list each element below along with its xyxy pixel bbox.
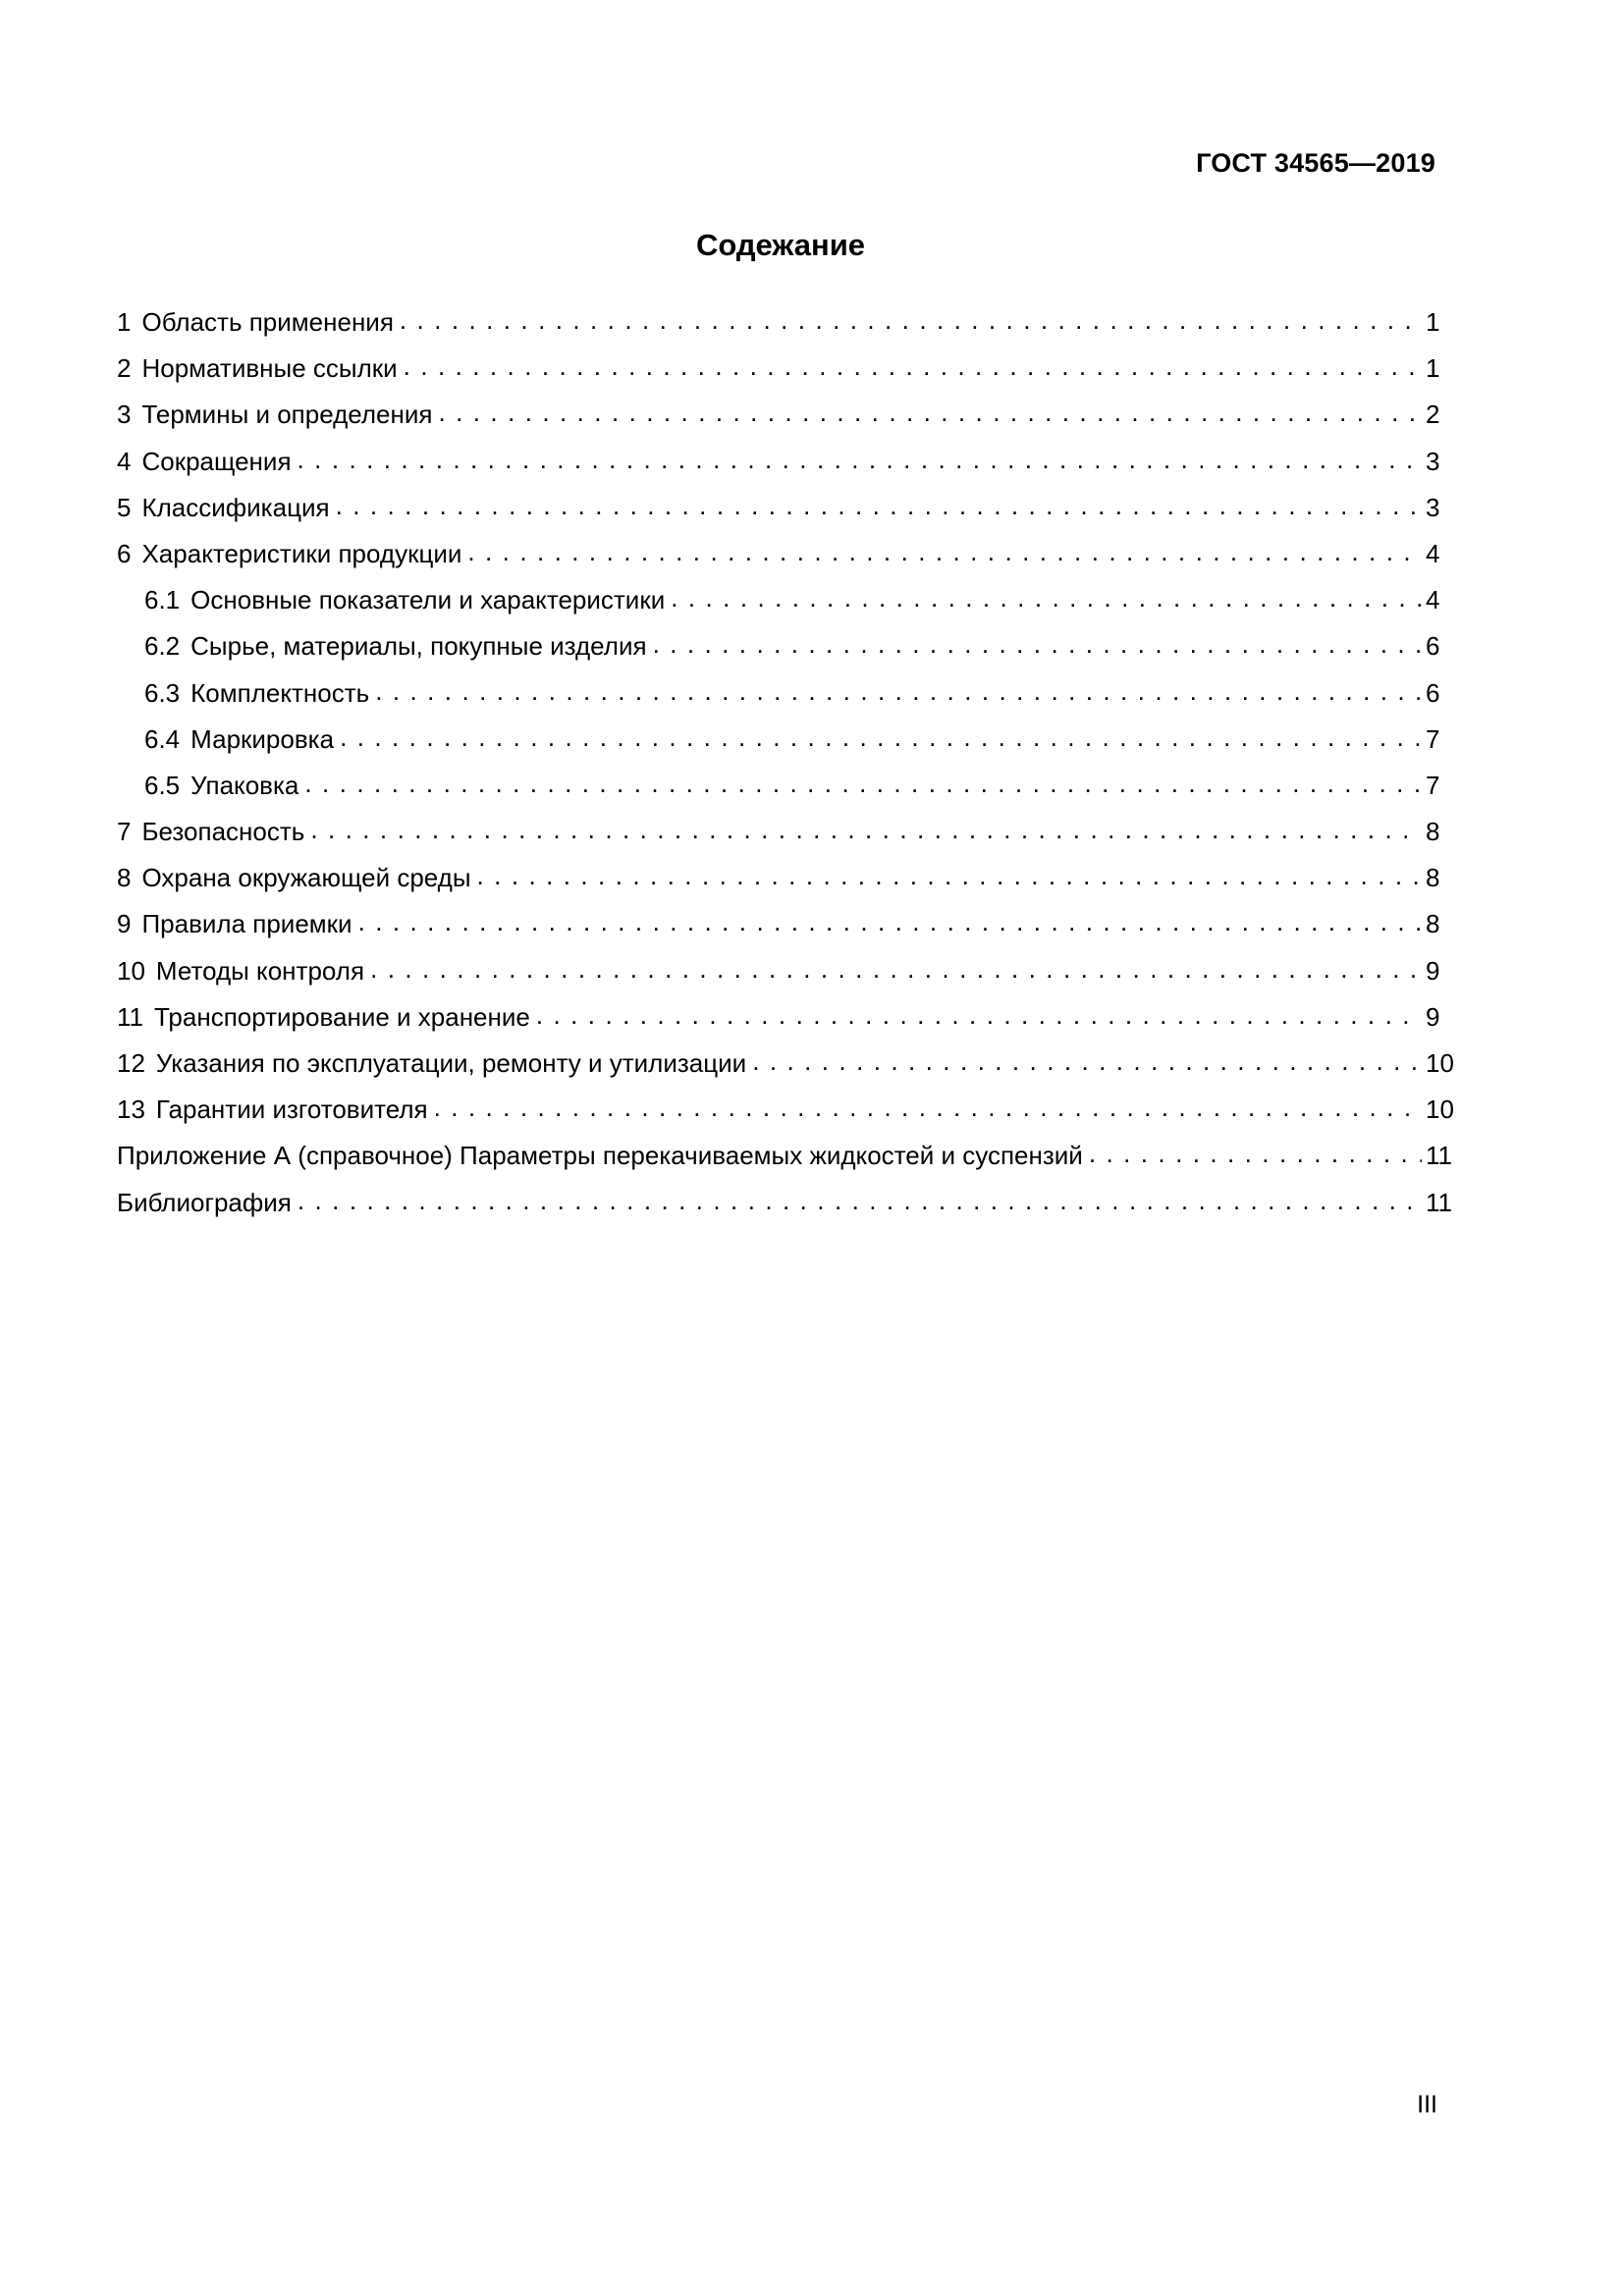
toc-title: Содежание [695, 228, 866, 262]
dot-leader [438, 397, 1422, 428]
dot-leader [358, 906, 1422, 937]
toc-entry-number: 6.1 [144, 585, 181, 615]
toc-entry-number: 6.4 [144, 723, 181, 754]
dot-leader [310, 814, 1422, 845]
dot-leader [400, 304, 1422, 336]
toc-entry-page: 10 [1426, 1048, 1454, 1078]
toc-entry-number: 12 [117, 1048, 145, 1078]
toc-entry-page: 10 [1426, 1095, 1454, 1125]
dot-leader [404, 350, 1422, 382]
dot-leader [467, 536, 1422, 567]
toc-entry-label: Сокращения [141, 446, 292, 476]
toc-entry-number: 1 [117, 307, 132, 337]
toc-entry-page: 4 [1426, 538, 1440, 568]
toc-entry-number: 6.3 [144, 677, 181, 708]
toc-entry-number: 10 [117, 955, 145, 986]
toc-entry-label: Безопасность [141, 817, 305, 847]
dot-leader [298, 1185, 1422, 1216]
toc-entry-2[interactable] [117, 352, 1439, 399]
toc-entry-10[interactable] [117, 955, 1439, 1001]
toc-entry-page: 3 [1426, 492, 1440, 522]
toc-entry-number: 6.2 [144, 631, 181, 662]
toc-entry-label: Библиография [117, 1187, 292, 1217]
toc-entry-label: Область применения [141, 307, 394, 337]
toc-entry-page: 8 [1426, 817, 1440, 847]
toc-entry-number: 6 [117, 538, 132, 568]
document-code: ГОСТ 34565—2019 [1196, 148, 1435, 178]
toc-entry-label: Указания по эксплуатации, ремонту и утилизации [155, 1048, 747, 1078]
toc-entry-number: 2 [117, 353, 132, 384]
toc-entry-page: 9 [1426, 955, 1440, 986]
dot-leader [671, 582, 1422, 614]
toc-entry-page: 8 [1426, 863, 1440, 893]
dot-leader [434, 1092, 1422, 1123]
dot-leader [370, 953, 1422, 985]
toc-entry-number: 6.5 [144, 770, 181, 800]
dot-leader [536, 999, 1422, 1031]
toc-entry-appendix-a[interactable] [117, 1140, 1452, 1186]
toc-entry-label: Нормативные ссылки [141, 353, 398, 384]
dot-leader [340, 721, 1422, 753]
dot-leader [336, 490, 1422, 521]
toc-entry-label: Упаковка [190, 770, 299, 800]
page-number: III [1417, 2091, 1437, 2118]
toc-entry-6-5[interactable] [117, 770, 1439, 816]
toc-entry-page: 1 [1426, 307, 1440, 337]
toc-entry-1[interactable] [117, 306, 1439, 352]
dot-leader [1089, 1138, 1422, 1169]
toc-entry-number: 7 [117, 817, 132, 847]
toc-entry-12[interactable] [117, 1047, 1454, 1094]
table-of-contents [117, 306, 1454, 1233]
toc-entry-11[interactable] [117, 1001, 1439, 1047]
toc-entry-label: Термины и определения [141, 400, 433, 430]
toc-entry-bibliography[interactable] [117, 1187, 1452, 1233]
dot-leader [298, 444, 1422, 475]
toc-entry-page: 6 [1426, 631, 1440, 662]
dot-leader [477, 860, 1422, 891]
toc-entry-page: 8 [1426, 909, 1440, 939]
toc-entry-6-3[interactable] [117, 677, 1439, 723]
toc-entry-page: 11 [1426, 1187, 1452, 1217]
dot-leader [653, 628, 1422, 660]
toc-entry-8[interactable] [117, 862, 1439, 908]
toc-entry-label: Классификация [141, 492, 330, 522]
toc-entry-number: 5 [117, 492, 132, 522]
toc-entry-label: Методы контроля [155, 955, 365, 986]
toc-entry-number: 11 [117, 1001, 143, 1032]
toc-entry-label: Приложение А (справочное) Параметры перекачиваемых жидкостей и суспензий [117, 1141, 1083, 1171]
toc-entry-page: 11 [1426, 1141, 1452, 1171]
toc-entry-label: Правила приемки [141, 909, 352, 939]
toc-entry-label: Охрана окружающей среды [141, 863, 471, 893]
toc-entry-page: 7 [1426, 723, 1440, 754]
toc-entry-9[interactable] [117, 908, 1439, 954]
toc-entry-page: 3 [1426, 446, 1440, 476]
toc-entry-6-2[interactable] [117, 630, 1439, 676]
dot-leader [752, 1045, 1422, 1077]
toc-entry-3[interactable] [117, 399, 1439, 445]
toc-entry-4[interactable] [117, 446, 1439, 492]
toc-entry-label: Гарантии изготовителя [155, 1095, 428, 1125]
toc-entry-number: 3 [117, 400, 132, 430]
toc-entry-page: 9 [1426, 1001, 1440, 1032]
toc-entry-page: 2 [1426, 400, 1440, 430]
toc-entry-6-1[interactable] [117, 584, 1439, 630]
toc-entry-page: 1 [1426, 353, 1440, 384]
toc-entry-label: Сырье, материалы, покупные изделия [190, 631, 647, 662]
dot-leader [304, 768, 1422, 799]
toc-entry-13[interactable] [117, 1094, 1454, 1140]
toc-entry-page: 7 [1426, 770, 1440, 800]
toc-entry-page: 6 [1426, 677, 1440, 708]
toc-entry-number: 13 [117, 1095, 145, 1125]
toc-entry-label: Маркировка [190, 723, 335, 754]
toc-entry-5[interactable] [117, 492, 1439, 538]
toc-entry-number: 4 [117, 446, 132, 476]
toc-entry-number: 9 [117, 909, 132, 939]
toc-entry-label: Транспортирование и хранение [154, 1001, 530, 1032]
toc-entry-6-4[interactable] [117, 723, 1439, 770]
toc-entry-7[interactable] [117, 816, 1439, 862]
toc-entry-page: 4 [1426, 585, 1440, 615]
toc-entry-label: Комплектность [190, 677, 370, 708]
toc-entry-label: Характеристики продукции [141, 538, 462, 568]
toc-entry-6[interactable] [117, 538, 1439, 584]
toc-entry-number: 8 [117, 863, 132, 893]
dot-leader [375, 675, 1422, 707]
toc-entry-label: Основные показатели и характеристики [190, 585, 666, 615]
